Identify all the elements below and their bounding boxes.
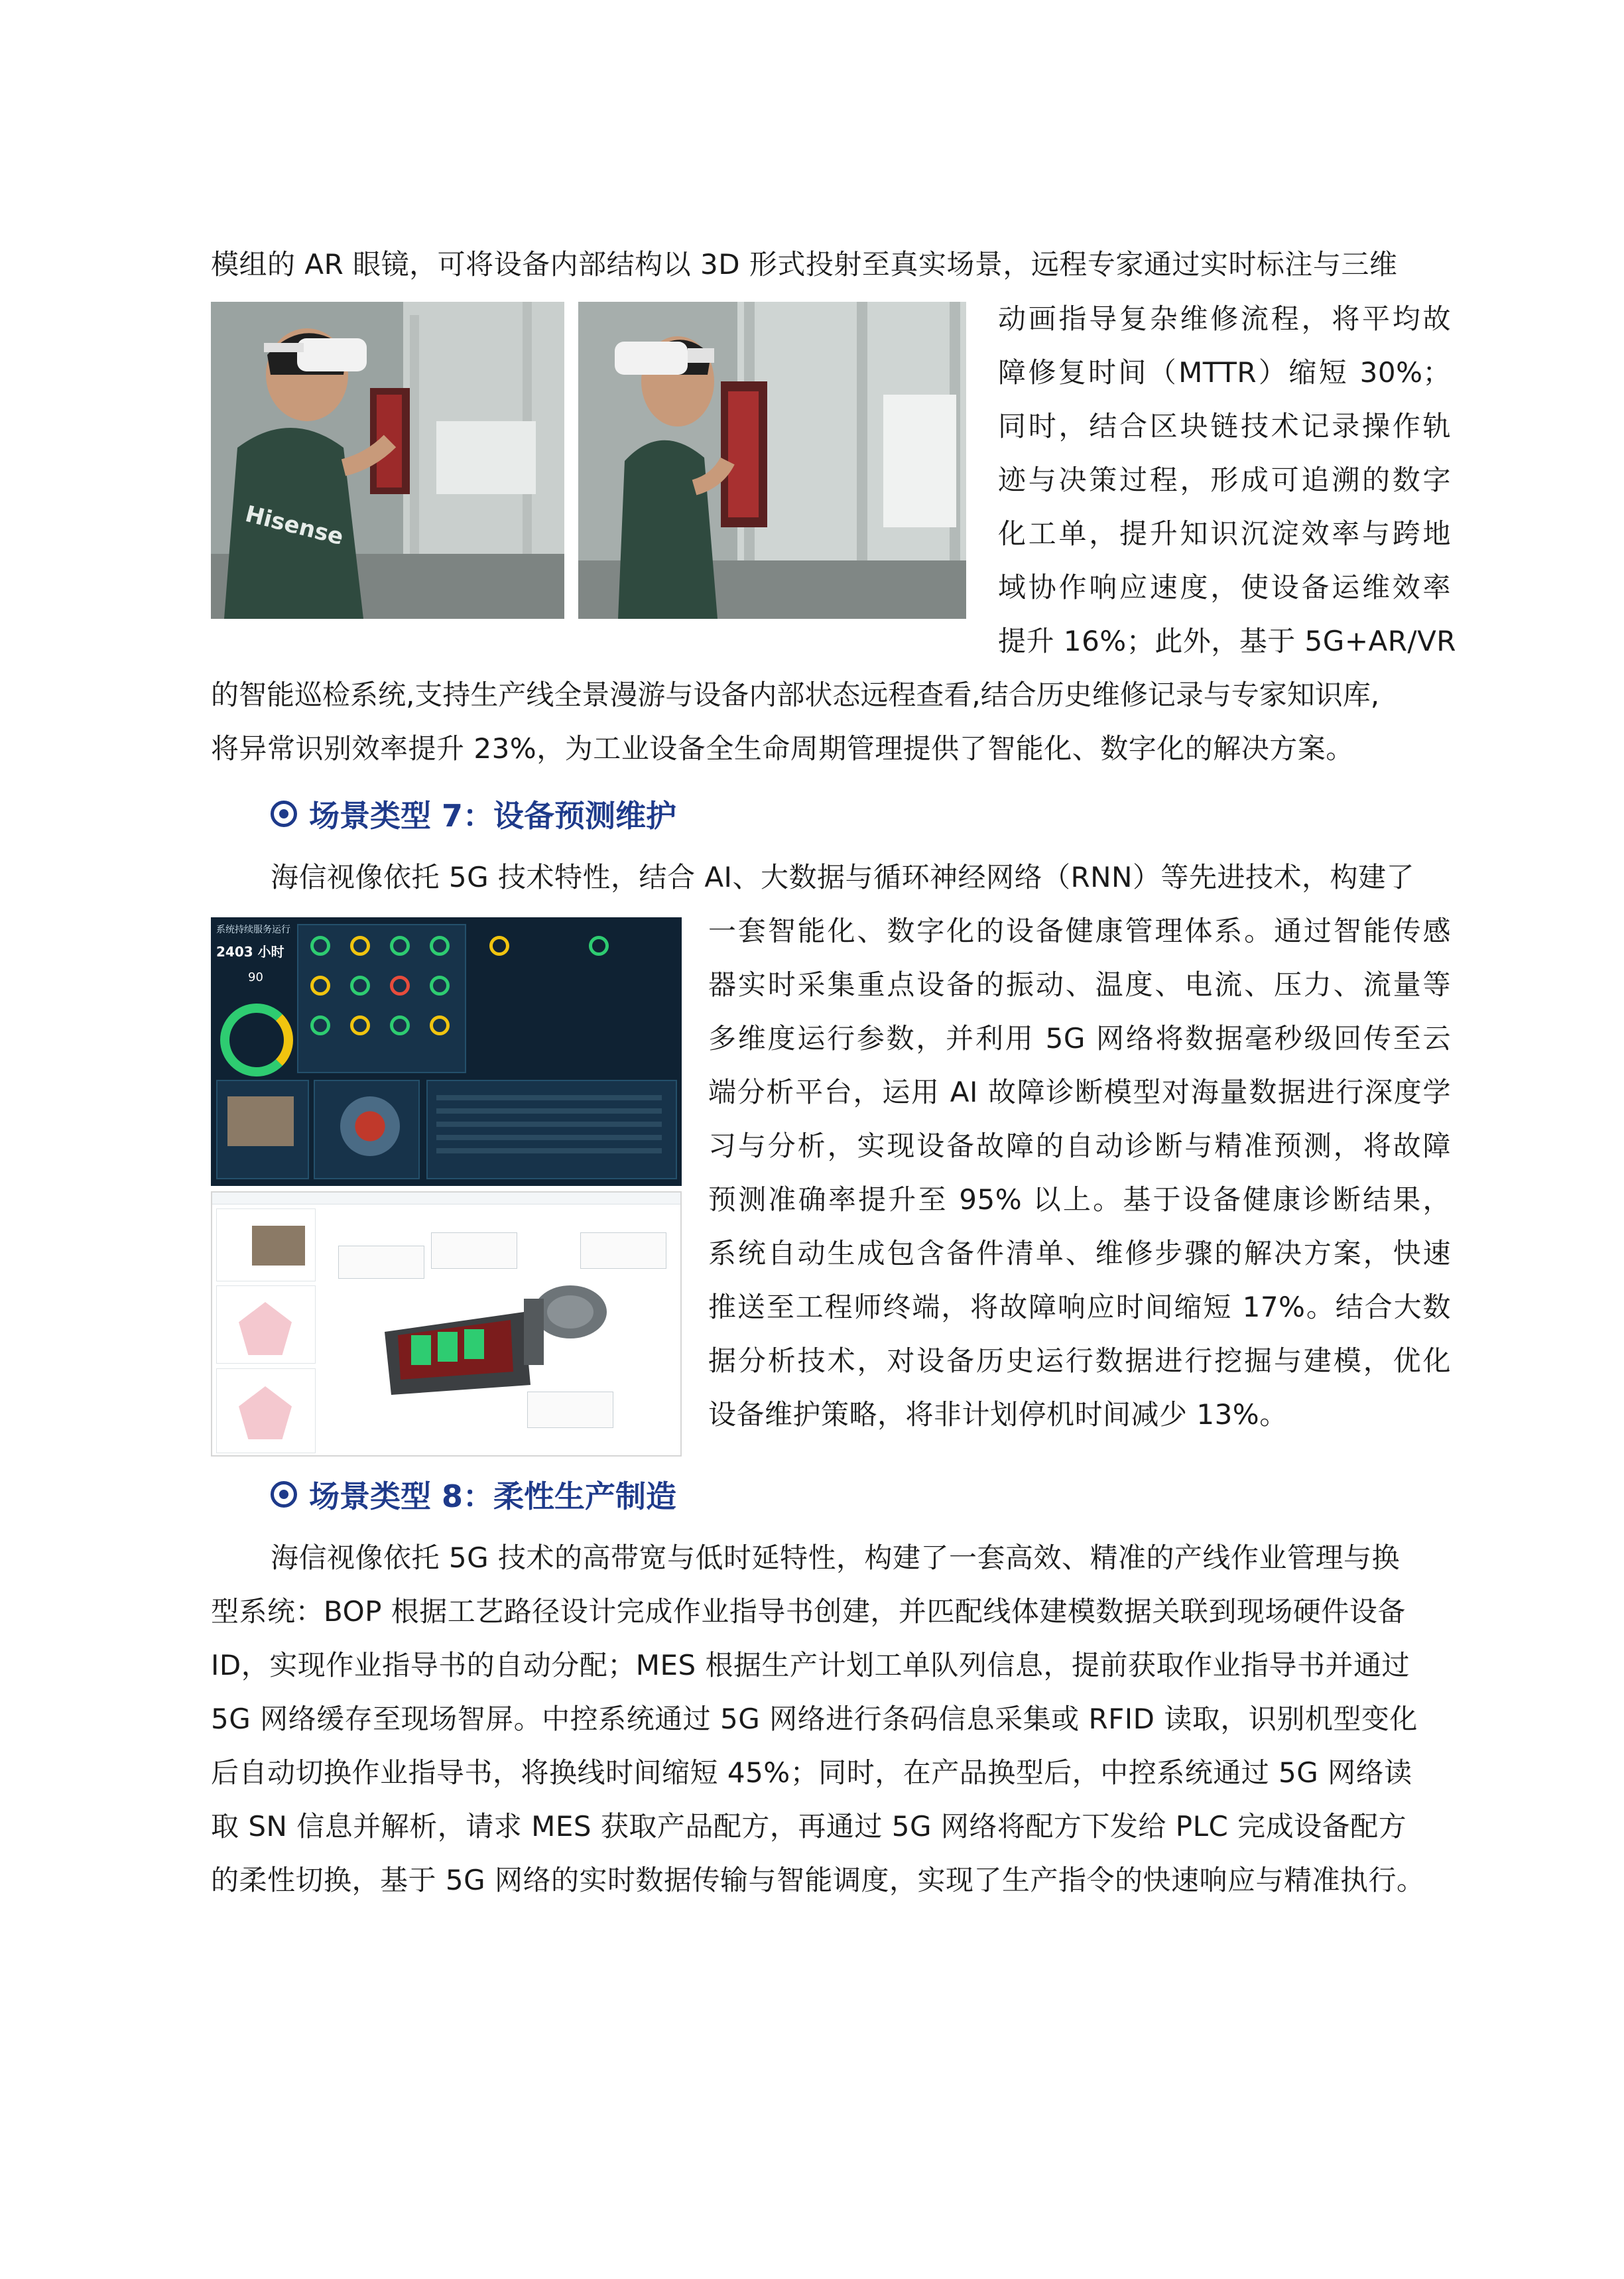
list-row	[436, 1148, 662, 1153]
paragraph-line: 据分析技术，对设备历史运行数据进行挖掘与建模，优化	[708, 1344, 1451, 1377]
radar-chart-icon	[340, 1096, 400, 1156]
paragraph-line: 取 SN 信息并解析，请求 MES 获取产品配方，再通过 5G 网络将配方下发给 PLC 完成设备配方	[211, 1810, 1407, 1843]
ar-glasses-photo-right	[578, 302, 966, 619]
gauge-icon	[310, 976, 330, 996]
fault-diagnosis-screenshot	[211, 1191, 682, 1457]
ar-glasses-photo-left-illustration	[211, 302, 564, 619]
paragraph-line: 海信视像依托 5G 技术特性，结合 AI、大数据与循环神经网络（RNN）等先进技术，构建了	[271, 861, 1414, 893]
paragraph-line: 模组的 AR 眼镜，可将设备内部结构以 3D 形式投射至真实场景，远程专家通过实时标注与三维	[211, 248, 1398, 281]
paragraph-line: 的智能巡检系统,支持生产线全景漫游与设备内部状态远程查看,结合历史维修记录与专家知识库,	[211, 679, 1380, 711]
gauge-icon	[350, 936, 370, 956]
ar-glasses-photo-left	[211, 302, 564, 619]
dashboard-hours: 2403 小时	[216, 944, 284, 960]
paragraph-line: 一套智能化、数字化的设备健康管理体系。通过智能传感	[708, 915, 1451, 947]
paragraph-line: 系统自动生成包含备件清单、维修步骤的解决方案，快速	[708, 1237, 1451, 1270]
list-row	[436, 1135, 662, 1140]
sensor-callout	[431, 1232, 517, 1269]
section-title: 场景类型 8：柔性生产制造	[309, 1478, 677, 1514]
paragraph-line: 提升 16%；此外，基于 5G+AR/VR	[998, 625, 1456, 657]
gauge-icon	[390, 976, 410, 996]
dashboard-score: 90	[248, 970, 263, 984]
gauge-icon	[430, 976, 450, 996]
paragraph-line: 动画指导复杂维修流程，将平均故	[998, 302, 1451, 335]
equipment-health-dashboard	[211, 917, 682, 1186]
paragraph-line: 器实时采集重点设备的振动、温度、电流、压力、流量等	[708, 968, 1451, 1001]
shirt-logo: Hisense	[242, 500, 346, 551]
paragraph-line: ID，实现作业指导书的自动分配；MES 根据生产计划工单队列信息，提前获取作业指导书并通过	[211, 1649, 1410, 1681]
paragraph-line: 同时，结合区块链技术记录操作轨	[998, 410, 1451, 442]
diag-toolbar	[212, 1193, 682, 1205]
gauge-icon	[489, 936, 509, 956]
paragraph-line: 设备维护策略，将非计划停机时间减少 13%。	[708, 1398, 1288, 1431]
dashboard-title: 系统持续服务运行	[216, 925, 290, 935]
gauge-icon	[589, 936, 609, 956]
list-row	[436, 1122, 662, 1127]
ar-glasses-photo-right-illustration	[578, 302, 966, 619]
diag-camera-thumbnail	[252, 1226, 305, 1266]
health-ring-icon	[220, 1004, 293, 1076]
sensor-callout	[580, 1232, 666, 1269]
gauge-icon	[430, 1015, 450, 1035]
paragraph-line: 域协作响应速度，使设备运维效率	[998, 571, 1451, 604]
paragraph-line: 海信视像依托 5G 技术的高带宽与低时延特性，构建了一套高效、精准的产线作业管理与换	[271, 1541, 1400, 1574]
paragraph-line: 预测准确率提升至 95% 以上。基于设备健康诊断结果，	[708, 1183, 1451, 1216]
paragraph-line: 推送至工程师终端，将故障响应时间缩短 17%。结合大数	[708, 1291, 1451, 1323]
paragraph-line: 型系统：BOP 根据工艺路径设计完成作业指导书创建，并匹配线体建模数据关联到现场硬件设备	[211, 1595, 1406, 1628]
circle-bullet-icon	[271, 1481, 297, 1508]
paragraph-line: 5G 网络缓存至现场智屏。中控系统通过 5G 网络进行条码信息采集或 RFID 读取，识别机型变化	[211, 1703, 1418, 1735]
section-title: 场景类型 7：设备预测维护	[309, 798, 677, 834]
section-heading-8	[271, 1471, 676, 1518]
section-heading-7	[271, 791, 676, 837]
gauge-icon	[390, 936, 410, 956]
list-row	[436, 1095, 662, 1100]
list-row	[436, 1108, 662, 1114]
circle-bullet-icon	[271, 801, 297, 827]
paragraph-line: 迹与决策过程，形成可追溯的数字	[998, 464, 1451, 496]
paragraph-line: 将异常识别效率提升 23%，为工业设备全生命周期管理提供了智能化、数字化的解决方案。	[211, 732, 1354, 765]
paragraph-line: 后自动切换作业指导书，将换线时间缩短 45%；同时，在产品换型后，中控系统通过 5G 网络读	[211, 1756, 1412, 1789]
gauge-icon	[350, 976, 370, 996]
camera-thumbnail	[227, 1096, 294, 1146]
paragraph-line: 多维度运行参数，并利用 5G 网络将数据毫秒级回传至云	[708, 1022, 1451, 1055]
paragraph-line: 化工单，提升知识沉淀效率与跨地	[998, 517, 1451, 550]
gauge-icon	[430, 936, 450, 956]
paragraph-line: 的柔性切换，基于 5G 网络的实时数据传输与智能调度，实现了生产指令的快速响应与精准执行。	[211, 1864, 1425, 1896]
gauge-icon	[390, 1015, 410, 1035]
paragraph-line: 障修复时间（MTTR）缩短 30%；	[998, 356, 1451, 389]
paragraph-line: 习与分析，实现设备故障的自动诊断与精准预测，将故障	[708, 1130, 1451, 1162]
gauge-icon	[310, 1015, 330, 1035]
gauge-icon	[350, 1015, 370, 1035]
compressor-model-illustration	[371, 1272, 623, 1398]
gauge-icon	[310, 936, 330, 956]
paragraph-line: 端分析平台，运用 AI 故障诊断模型对海量数据进行深度学	[708, 1076, 1451, 1108]
